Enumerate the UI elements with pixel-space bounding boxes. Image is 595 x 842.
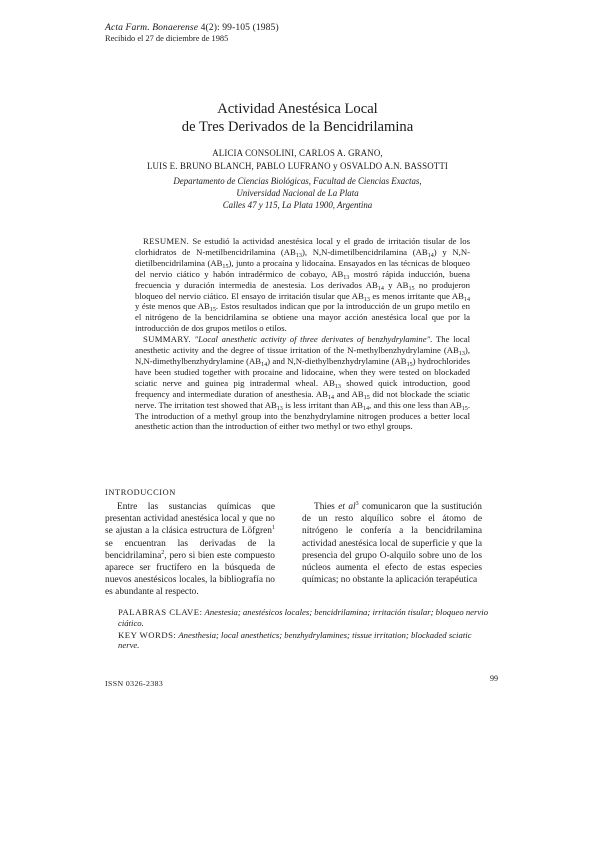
- title-line-1: Actividad Anestésica Local: [217, 101, 378, 117]
- article-title: [0, 100, 595, 136]
- intro-paragraph-left: Entre las sustancias químicas que presentan actividad anestésica local y que no se ajustan a la clásica estructura de Löfgren$^1$ se encuentran las derivadas de la bencidrilamina$^2$, pero si bien este compuesto aparece ser fructífero en la búsqueda de nuevos anestésicos locales, la bibliografía no es abundante al respecto.: [105, 502, 275, 598]
- keywords-block: [118, 607, 490, 652]
- keywords-en-label: KEY WORDS:: [118, 629, 177, 640]
- keywords-english: KEY WORDS: Anesthesia; local anesthetics; benzhydrylamines; tissue irritation; blockaded sciatic nerve.: [118, 629, 472, 651]
- keywords-es-label: PALABRAS CLAVE:: [118, 607, 203, 617]
- abstract-block: [135, 236, 470, 432]
- journal-volume: 4(2): 99-105 (1985): [200, 22, 279, 33]
- summary-label: SUMMARY.: [143, 334, 191, 345]
- summary-paragraph: SUMMARY. "Local anesthetic activity of three derivates of benzhydrylamine". The local anesthetic activity and the degree of tissue irritation of the N-methylbenzhydrylamine $(AB_{13})$, N,N-dimethylbenzhydrylamine $(AB_{14})$ and N,N-diethylbenzhydrylamine $(AB_{15})$ hydrochlorides have been studied together with procaine and lidocaine, when they were tested on blockaded sciatic nerve and guinea pig intradermal wheal. $AB_{13}$ showed quick introduction, good frequency and intermediate duration of anesthesia. $AB_{14}$ and $AB_{15}$ did not blockade the sciatic nerve. The irritation test showed that $AB_{13}$ is less irritant than $AB_{14}$, and this one less than $AB_{15}$. The introduction of a methyl group into the benzhydrylamine nitrogen produces a better local anesthetic action than the introduction of either two methyl or two ethyl groups.: [135, 334, 471, 432]
- resumen-label: RESUMEN.: [143, 236, 190, 246]
- title-line-2: de Tres Derivados de la Bencidrilamina: [181, 119, 414, 135]
- intro-paragraph-right: Thies et $al^3$ comunicaron que la sustitución de un resto alquílico sobre el átomo de nitrógeno le confería a la bencidrilamina actividad anestésica local de superficie y que la presencia del grupo O-alquilo sobre uno de los núcleos aumenta el efecto de estas especies químicas; no obstante la aplicación terapéutica: [302, 501, 482, 586]
- journal-citation: [105, 22, 279, 33]
- author-list: [0, 147, 595, 172]
- received-date: Recibido el 27 de diciembre de 1985: [105, 34, 229, 43]
- citation-ref: 3: [355, 501, 359, 507]
- intro-column-right: [302, 501, 482, 586]
- summary-title: "Local anesthetic activity of three derivates of benzhydrylamine".: [190, 334, 433, 345]
- journal-name: Acta Farm. Bonaerense: [105, 22, 199, 33]
- authors-line-1: ALICIA CONSOLINI, CARLOS A. GRANO,: [212, 148, 383, 158]
- keywords-spanish: PALABRAS CLAVE: Anestesia; anestésicos locales; bencidrilamina; irritación tisular; bloqueo nervio ciático.: [118, 607, 489, 628]
- intro-column-left: [105, 501, 275, 599]
- affiliation-line-2: Universidad Nacional de La Plata: [236, 188, 359, 198]
- affiliation-line-3: Calles 47 y 115, La Plata 1900, Argentina: [222, 200, 373, 210]
- citation-ref: 1: [271, 525, 275, 532]
- section-heading-introduccion: INTRODUCCION: [105, 488, 176, 497]
- resumen-paragraph: RESUMEN. Se estudió la actividad anestésica local y el grado de irritación tisular de los clorhidratos de N-metilbencidrilamina $(AB_{13})$, N,N-dimetilbencidrilamina $(AB_{14})$ y N,N-dietilbencidrilamina $(AB_{15})$, junto a procaína y lidocaína. Ensayados en las técnicas de bloqueo del nervio ciático y habón intradérmico de cobayo, $AB_{13}$ mostró rápida inducción, buena frecuencia y duración intermedia de anestesia. Los derivados $AB_{14}$ y $AB_{15}$ no produjeron bloqueo del nervio ciático. El ensayo de irritación tisular que $AB_{13}$ es menos irritante que $AB_{14}$ y éste menos que $AB_{15}$. Estos resultados indican que por la introducción de un grupo metilo en el nitrógeno de la bencidrilamina se obtiene una mayor acción anestésica local que por la introducción de dos grupos metilos o etilos.: [135, 236, 471, 334]
- issn: ISSN 0326-2383: [105, 679, 164, 688]
- page-number: 99: [490, 674, 498, 683]
- affiliation: [0, 175, 595, 211]
- affiliation-line-1: Departamento de Ciencias Biológicas, Facultad de Ciencias Exactas,: [173, 176, 422, 186]
- authors-line-2: LUIS E. BRUNO BLANCH, PABLO LUFRANO y OSVALDO A.N. BASSOTTI: [146, 160, 448, 171]
- citation-ref: 2: [161, 549, 165, 556]
